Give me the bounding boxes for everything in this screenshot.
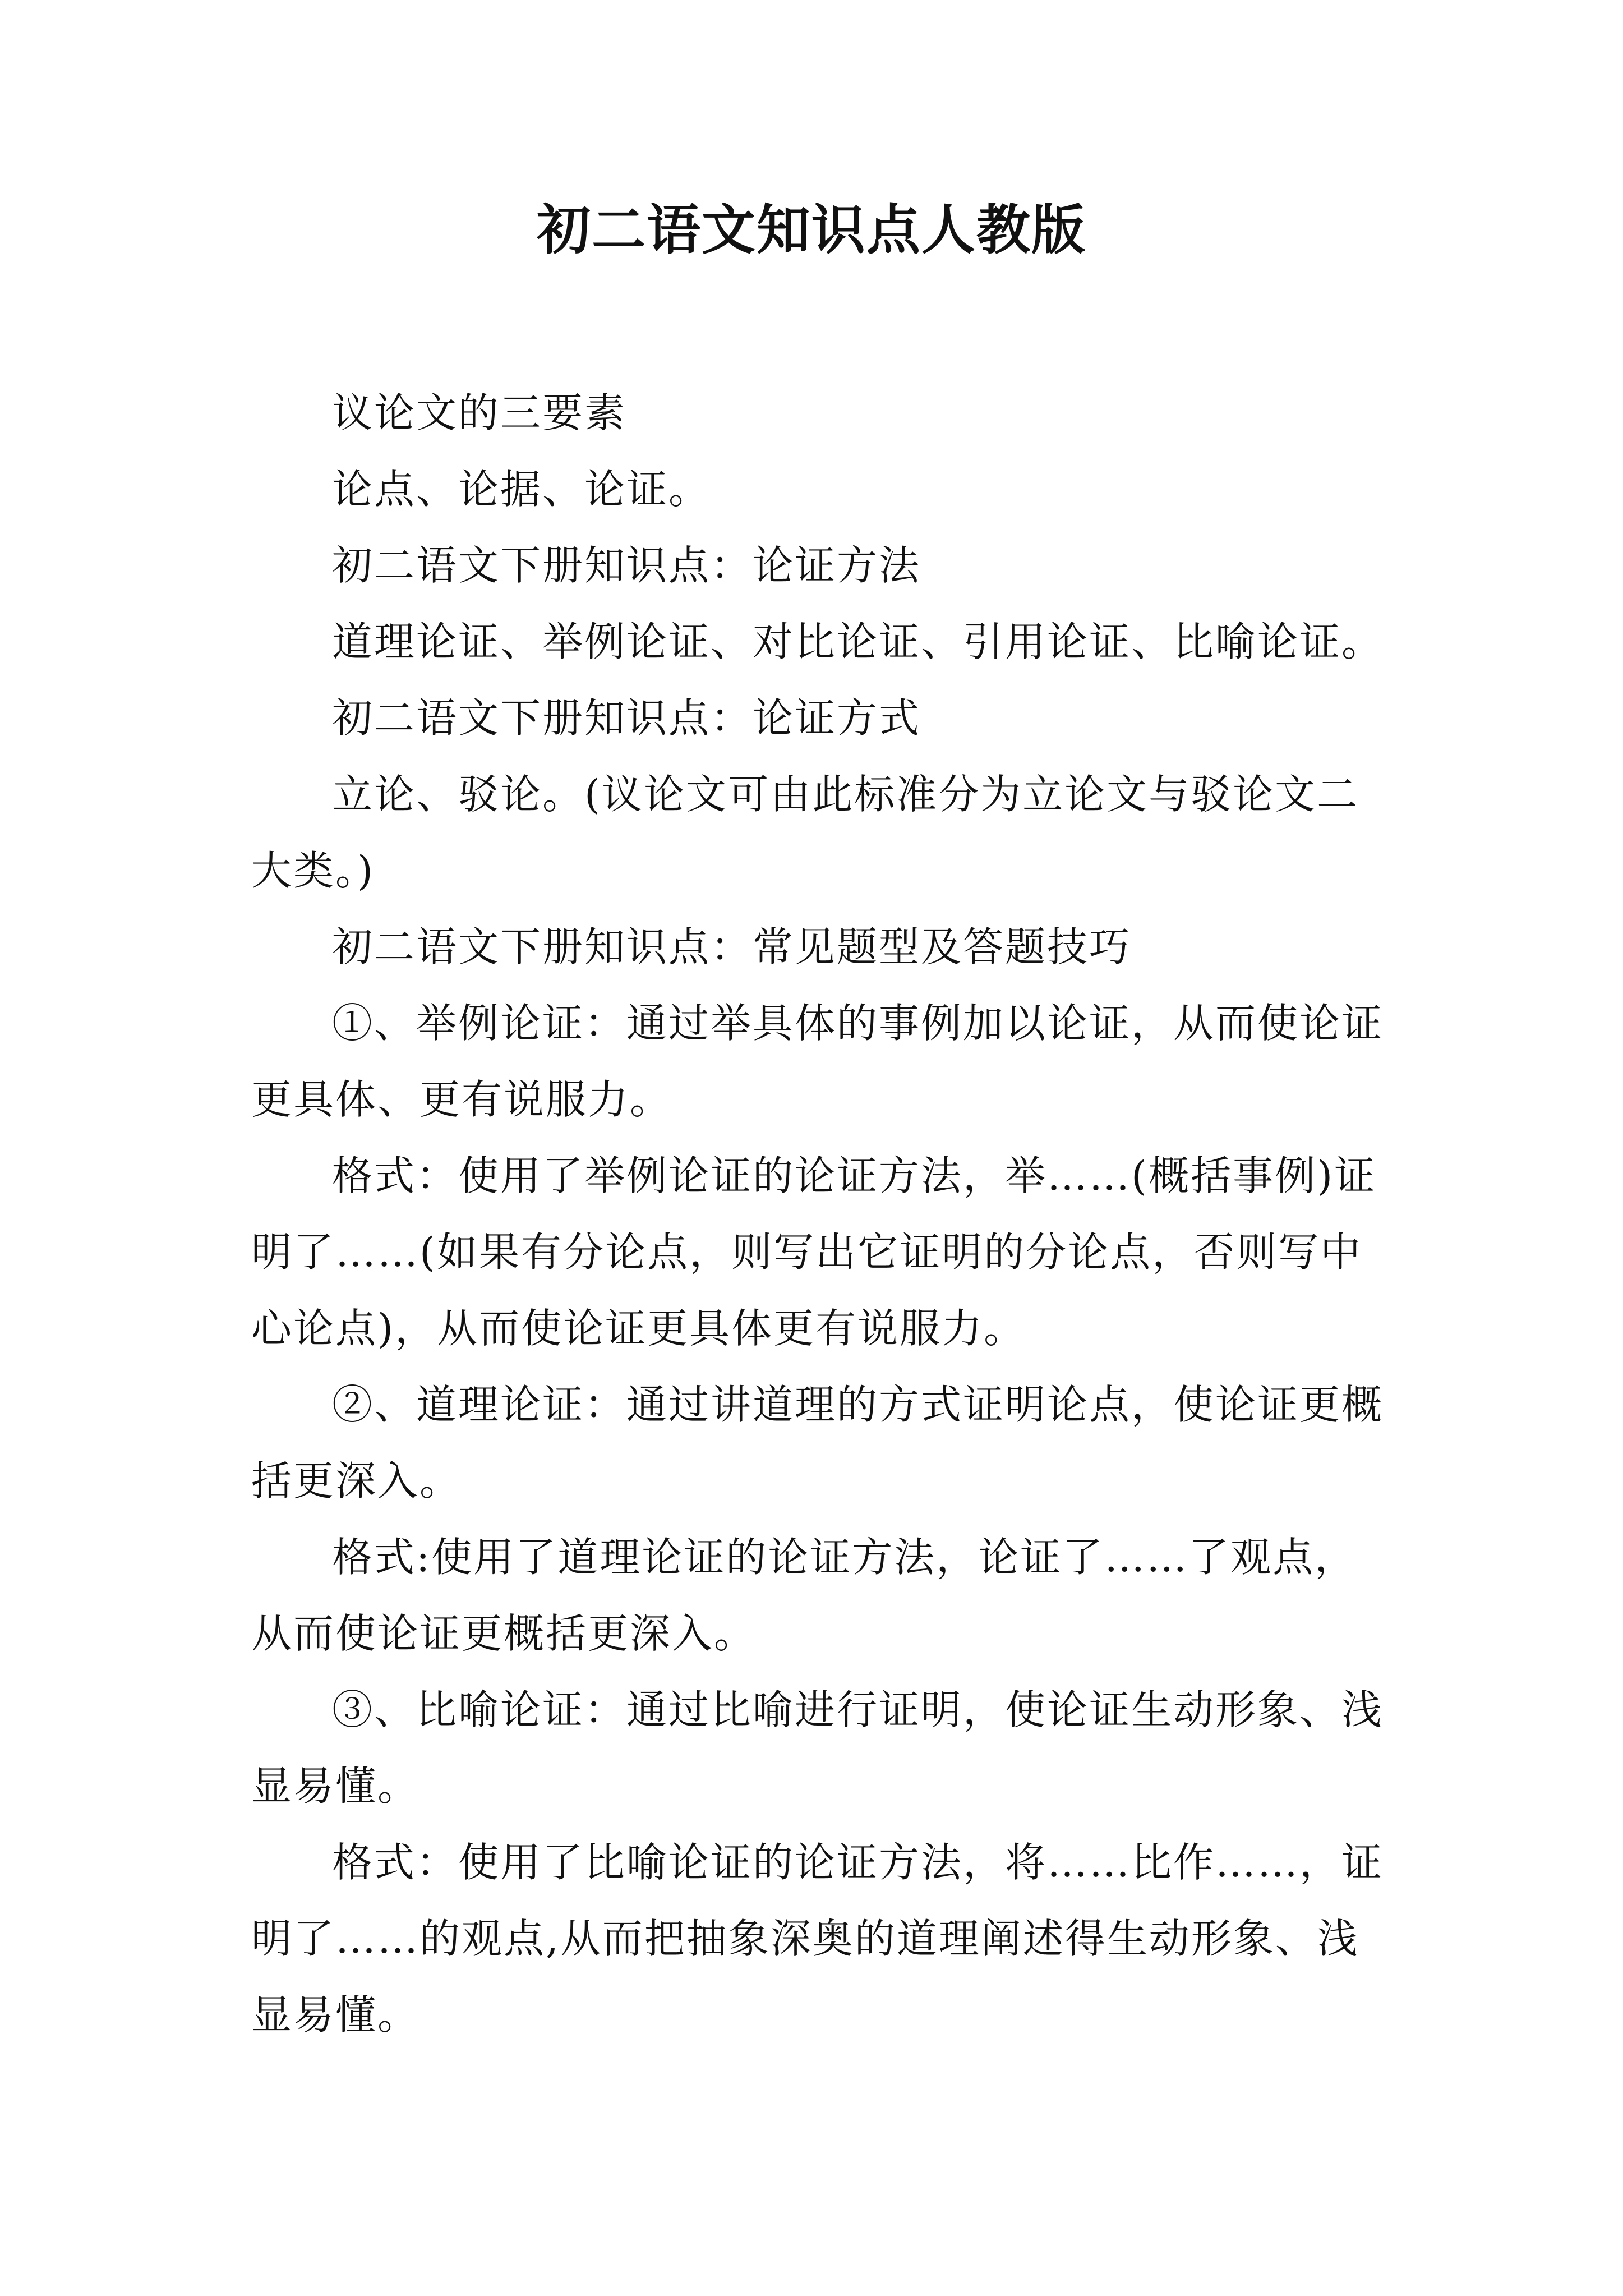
paragraph: 道理论证、举例论证、对比论证、引用论证、比喻论证。 [332,618,1384,665]
paragraph: 立论、驳论。(议论文可由此标准分为立论文与驳论文二大类。) [251,771,1359,894]
paragraph: 论点、论据、论证。 [332,466,711,513]
paragraph: 初二语文下册知识点：论证方法 [332,542,921,589]
paragraph: 初二语文下册知识点：常见题型及答题技巧 [332,923,1132,970]
paragraph: ②、道理论证：通过讲道理的方式证明论点，使论证更概括更深入。 [251,1381,1384,1504]
document-title: 初二语文知识点人教版 [537,198,1086,261]
paragraph: 初二语文下册知识点：论证方式 [332,694,921,742]
paragraph: ③、比喻论证：通过比喻进行证明，使论证生动形象、浅显易懂。 [251,1686,1384,1810]
paragraph: 格式：使用了举例论证的论证方法，举……(概括事例)证明了……(如果有分论点，则写出它证明的分论点，否则写中心论点)，从而使论证更具体更有说服力。 [251,1152,1377,1352]
document-body [251,375,1384,2053]
paragraph: 格式：使用了比喻论证的论证方法，将……比作……，证明了……的观点,从而把抽象深奥的道理阐述得生动形象、浅显易懂。 [251,1839,1384,2039]
paragraph: 议论文的三要素 [332,389,627,436]
paragraph: 格式:使用了道理论证的论证方法，论证了……了观点，从而使论证更概括更深入。 [251,1534,1357,1657]
paragraph: ①、举例论证：通过举具体的事例加以论证，从而使论证更具体、更有说服力。 [251,1000,1384,1123]
